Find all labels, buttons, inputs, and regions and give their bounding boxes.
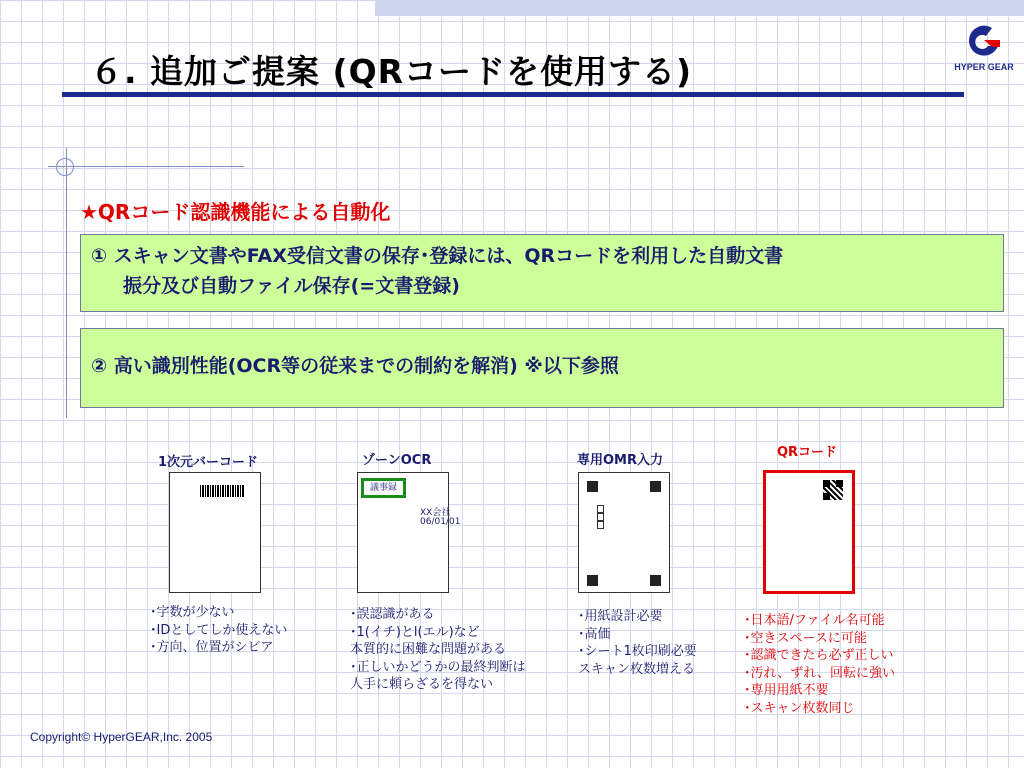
- checkbox-icon: [597, 505, 604, 513]
- decorative-line-vertical: [66, 148, 67, 418]
- ocr-zone-box: 議事録: [361, 478, 406, 498]
- qr-notes: [744, 612, 895, 717]
- qr-document: [763, 470, 855, 594]
- feature-2-line-1: ② 高い識別性能(OCR等の従来までの制約を解消) ※以下参照: [91, 355, 619, 377]
- feature-box-2: [80, 328, 1004, 408]
- list-item: ･認識できたら必ず正しい: [744, 648, 894, 663]
- list-item: ･スキャン枚数同じ: [744, 700, 855, 716]
- decorative-line-horizontal: [48, 166, 244, 167]
- checkbox-icon: [597, 521, 604, 529]
- feature-box-1: [80, 234, 1004, 312]
- omr-marker-icon: [650, 575, 661, 586]
- copyright-footer: Copyright© HyperGEAR,Inc. 2005: [30, 730, 213, 744]
- decorative-circle: [56, 158, 74, 176]
- list-item: 人手に頼らざるを得ない: [350, 677, 494, 692]
- logo-text: HYPER GEAR: [954, 62, 1014, 72]
- barcode-column-label: 1次元バーコード: [158, 455, 259, 470]
- feature-1-line-1: ① スキャン文書やFAX受信文書の保存･登録には、QRコードを利用した自動文書: [91, 245, 784, 267]
- feature-1-line-2: 振分及び自動ファイル保存(=文書登録): [123, 275, 460, 297]
- top-banner-band: [375, 0, 1024, 16]
- omr-notes: [578, 608, 697, 678]
- list-item: ･汚れ、ずれ、回転に強い: [744, 665, 896, 681]
- ocr-column-label: ゾーンOCR: [362, 453, 432, 468]
- checkbox-icon: [597, 513, 604, 521]
- list-item: ･IDとしてしか使えない: [150, 622, 288, 638]
- list-item: ･正しいかどうかの最終判断は: [350, 659, 526, 675]
- list-item: 本質的に困難な問題がある: [350, 642, 507, 657]
- list-item: ･1(イチ)とl(エル)など: [350, 624, 480, 640]
- ocr-date-text: 06/01/01: [420, 517, 461, 527]
- qr-column-label: QRコード: [777, 445, 838, 460]
- omr-column-label: 専用OMR入力: [577, 453, 663, 468]
- title-underline: [62, 92, 964, 97]
- list-item: スキャン枚数増える: [578, 661, 696, 677]
- list-item: ･字数が少ない: [150, 605, 235, 620]
- omr-marker-icon: [587, 481, 598, 492]
- omr-marker-icon: [587, 575, 598, 586]
- list-item: ･用紙設計必要: [578, 609, 663, 624]
- barcode-notes: [150, 604, 287, 657]
- list-item: ･方向、位置がシビア: [150, 640, 274, 655]
- ocr-company-text: XX会社: [420, 508, 451, 518]
- list-item: ･空きスペースに可能: [744, 630, 867, 646]
- section-heading: ★QRコード認識機能による自動化: [80, 200, 391, 224]
- qr-code-icon: [823, 480, 843, 500]
- ocr-document: [357, 472, 461, 593]
- page-title: ６. 追加ご提案 (QRコードを使用する): [90, 52, 693, 91]
- ocr-notes: [350, 606, 526, 694]
- barcode-icon: [200, 485, 244, 497]
- list-item: ･日本語/ファイル名可能: [744, 613, 885, 628]
- list-item: ･高価: [578, 626, 611, 642]
- omr-document: [578, 472, 670, 593]
- list-item: ･専用用紙不要: [744, 683, 829, 698]
- omr-marker-icon: [650, 481, 661, 492]
- barcode-document: [169, 472, 261, 593]
- list-item: ･シート1枚印刷必要: [578, 644, 697, 659]
- list-item: ･誤認識がある: [350, 607, 435, 622]
